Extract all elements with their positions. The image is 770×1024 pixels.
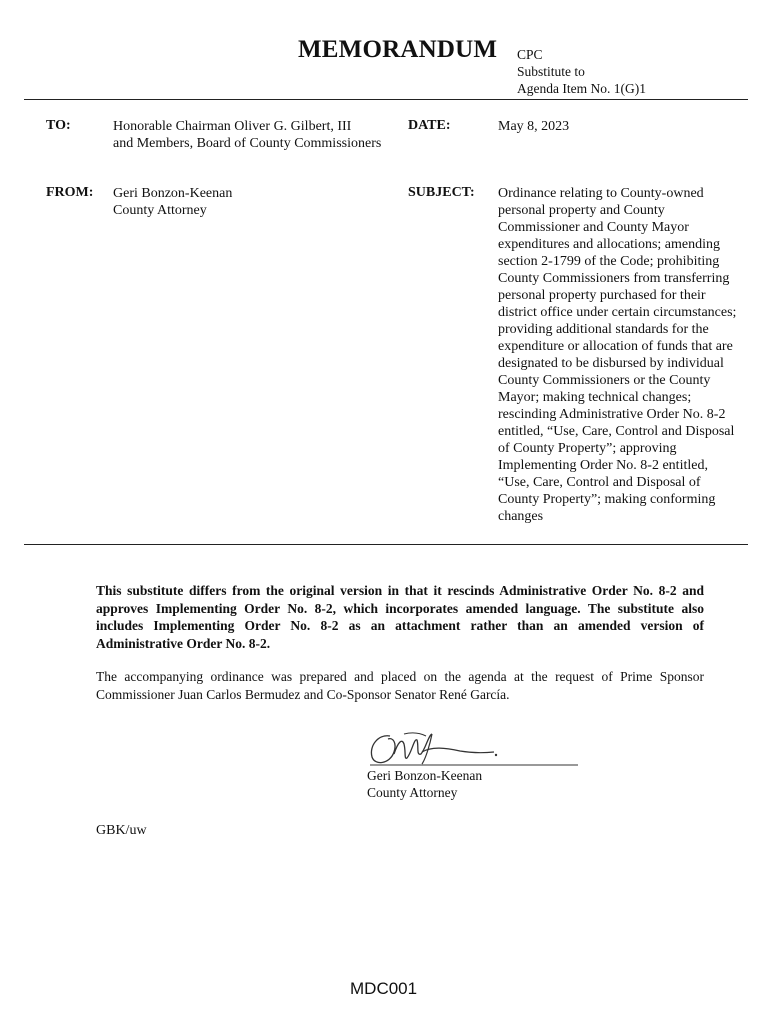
subject-line: designated to be disbursed by individual [498,356,724,371]
substitute-explanation: This substitute differs from the original version in that it rescinds Administrative Order No. 8-2 and approves Implementing Order No. 8-2, which incorporates amended language. The substitute also includes Implementing Order No. 8-2 as an attachment rather than an amended version of Administrative Order No. 8-2. [96,583,704,651]
subject-label: SUBJECT: [408,185,475,200]
subject-line: Implementing Order No. 8-2 entitled, [498,458,708,473]
handwritten-signature [360,724,585,772]
date-value: May 8, 2023 [498,119,570,134]
signer-name: Geri Bonzon-Keenan [367,768,483,783]
subject-line: County Commissioners from transferring [498,271,730,286]
subject-line: Mayor; making technical changes; [498,390,692,405]
to-line: Honorable Chairman Oliver G. Gilbert, III [113,119,352,134]
from-line: County Attorney [113,203,207,218]
sponsor-paragraph: The accompanying ordinance was prepared and placed on the agenda at the request of Prime Sponsor Commissioner Juan Carlos Bermudez and Co-Sponsor Senator René García. [96,669,704,702]
header-divider [24,99,748,100]
from-sender [113,185,232,219]
subject-line: entitled, “Use, Care, Control and Disposal [498,424,735,439]
to-line: and Members, Board of County Commissioners [113,136,382,151]
subject-line: Commissioner and County Mayor [498,220,689,235]
date-label: DATE: [408,118,451,133]
memo-title: MEMORANDUM [298,36,498,63]
from-line: Geri Bonzon-Keenan [113,186,233,201]
signature-block [367,767,482,801]
subject-line: County Commissioners or the County [498,373,711,388]
subject-line: rescinding Administrative Order No. 8-2 [498,407,726,422]
subject-line: expenditures and allocations; amending [498,237,720,252]
from-label: FROM: [46,185,94,200]
subject-line: district office under certain circumstances; [498,305,737,320]
subject-line: personal property and County [498,203,665,218]
subject-line: of County Property”; approving [498,441,677,456]
to-label: TO: [46,118,71,133]
cpc-line: Agenda Item No. 1(G)1 [517,81,646,96]
agenda-reference [517,46,646,97]
cpc-line: Substitute to [517,64,585,79]
subject-line: providing additional standards for the [498,322,709,337]
cpc-line: CPC [517,47,543,62]
page-code: MDC001 [350,979,418,998]
subject-line: County Property”; making conforming [498,492,716,507]
signer-title: County Attorney [367,785,458,800]
subject-line: Ordinance relating to County-owned [498,186,704,201]
subject-line: “Use, Care, Control and Disposal of [498,475,701,490]
subject-line: personal property purchased for their [498,288,706,303]
subject-line: section 2-1799 of the Code; prohibiting [498,254,720,269]
subject-text [498,185,736,525]
to-recipients [113,118,381,152]
typist-initials: GBK/uw [96,823,147,838]
subject-line: changes [498,509,544,524]
subject-divider [24,544,748,545]
subject-line: expenditure or allocation of funds that are [498,339,733,354]
